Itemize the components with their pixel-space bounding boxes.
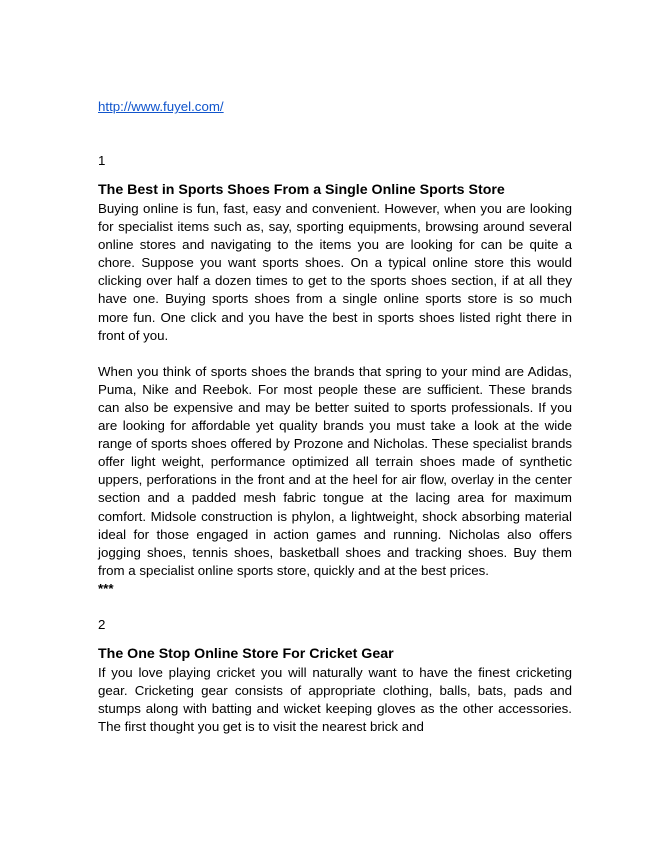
section-1-number: 1 — [98, 153, 106, 168]
website-link[interactable]: http://www.fuyel.com/ — [98, 99, 224, 114]
section-2-title: The One Stop Online Store For Cricket Gear — [98, 645, 394, 662]
section-separator: *** — [98, 580, 114, 596]
section-1-paragraph-2: When you think of sports shoes the brands that spring to your mind are Adidas, Puma, Nike and Reebok. For most people these are sufficient. These brands can also be expensive and may be better suited to sports professionals. If you are looking for affordable yet quality brands you must take a look at the wide range of sports shoes offered by Prozone and Nicholas. These specialist brands offer light weight, performance optimized all terrain shoes made of synthetic uppers, perforations in the front and at the heel for air flow, overlay in the center section and a padded mesh fabric tongue at the lacing area for maximum comfort. Midsole construction is phylon, a lightweight, shock absorbing material ideal for those engaged in action games and running. Nicholas also offers jogging shoes, tennis shoes, basketball shoes and tracking shoes. Buy them from a specialist online sports store, quickly and at the best prices. — [98, 363, 572, 578]
document-page — [98, 98, 572, 736]
section-1-paragraph-1: Buying online is fun, fast, easy and convenient. However, when you are looking for specialist items such as, say, sporting equipments, browsing around several online stores and navigating to the items you are looking for can be quite a chore. Suppose you want sports shoes. On a typical online store this would clicking over half a dozen times to get to the sports shoes section, if at all they have one. Buying sports shoes from a single online sports store is so much more fun. One click and you have the best in sports shoes listed right there in front of you. — [98, 201, 572, 343]
section-1-title: The Best in Sports Shoes From a Single Online Sports Store — [98, 182, 505, 198]
section-2-paragraph-1: If you love playing cricket you will naturally want to have the finest cricketing gear. Cricketing gear consists of appropriate clothing, balls, bats, pads and stumps along with batting and wicket keeping gloves as the other accessories. The first thought you get is to visit the nearest brick and — [98, 664, 572, 735]
section-2-number: 2 — [98, 616, 106, 632]
